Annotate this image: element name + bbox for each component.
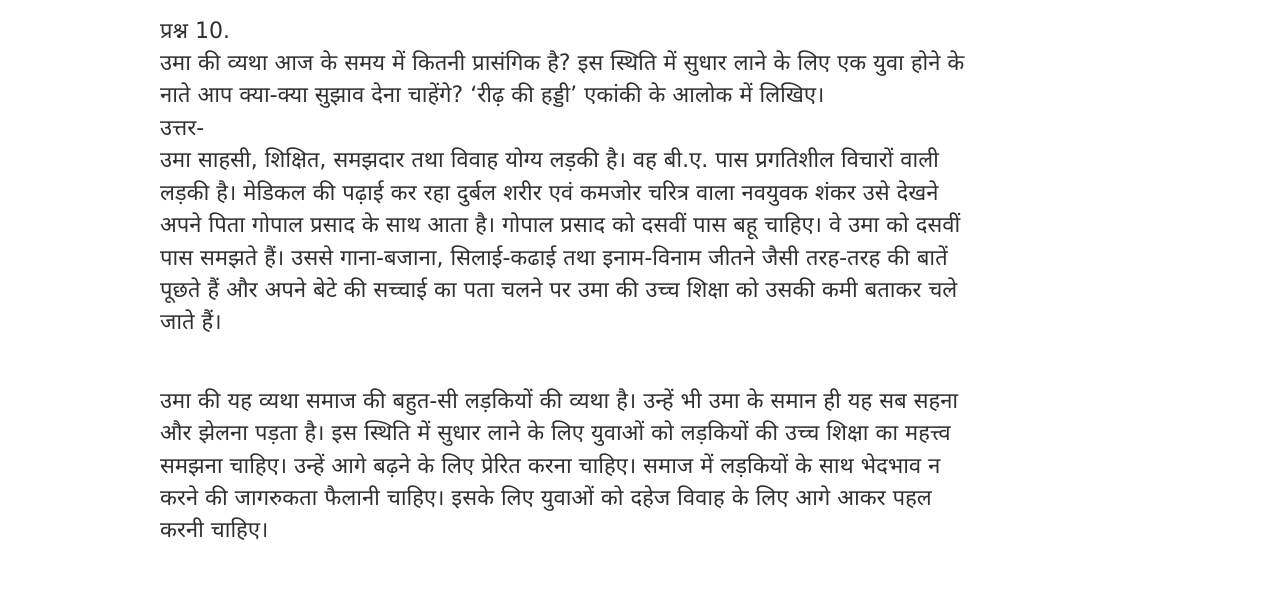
- answer-line: जाते हैं।: [160, 310, 222, 335]
- answer-line: करने की जागरुकता फैलानी चाहिए। इसके लिए युवाओं को दहेज विवाह के लिए आगे आकर पहल: [160, 486, 932, 511]
- answer-line: उमा साहसी, शिक्षित, समझदार तथा विवाह योग्य लड़की है। वह बी.ए. पास प्रगतिशील विचारों वाली: [160, 148, 939, 173]
- answer-line: पास समझते हैं। उससे गाना-बजाना, सिलाई-कढाई तथा इनाम-विनाम जीतने जैसी तरह-तरह की बातें: [160, 246, 948, 271]
- answer-line: उमा की यह व्यथा समाज की बहुत-सी लड़कियों की व्यथा है। उन्हें भी उमा के समान ही यह सब सहना: [160, 389, 959, 414]
- answer-line: करनी चाहिए।: [160, 518, 269, 543]
- answer-label: उत्तर-: [160, 116, 205, 141]
- answer-line: और झेलना पड़ता है। इस स्थिति में सुधार लाने के लिए युवाओं को लड़कियों की उच्च शिक्षा का महत्त्व: [160, 421, 951, 446]
- question-line: उमा की व्यथा आज के समय में कितनी प्रासंगिक है? इस स्थिति में सुधार लाने के लिए एक युवा होने के: [160, 51, 965, 76]
- question-number: प्रश्न 10.: [160, 19, 231, 44]
- answer-line: लड़की है। मेडिकल की पढ़ाई कर रहा दुर्बल शरीर एवं कमजोर चरित्र वाला नवयुवक शंकर उसे देखने: [160, 181, 939, 206]
- answer-line: अपने पिता गोपाल प्रसाद के साथ आता है। गोपाल प्रसाद को दसवीं पास बहू चाहिए। वे उमा को दसवीं: [160, 213, 961, 238]
- question-line: नाते आप क्या-क्या सुझाव देना चाहेंगे? ‘रीढ़ की हड्डी’ एकांकी के आलोक में लिखिए।: [160, 83, 825, 108]
- answer-line: पूछते हैं और अपने बेटे की सच्चाई का पता चलने पर उमा की उच्च शिक्षा को उसकी कमी बताकर चले: [160, 278, 958, 303]
- answer-line: समझना चाहिए। उन्हें आगे बढ़ने के लिए प्रेरित करना चाहिए। समाज में लड़कियों के साथ भेदभाव न: [160, 454, 941, 479]
